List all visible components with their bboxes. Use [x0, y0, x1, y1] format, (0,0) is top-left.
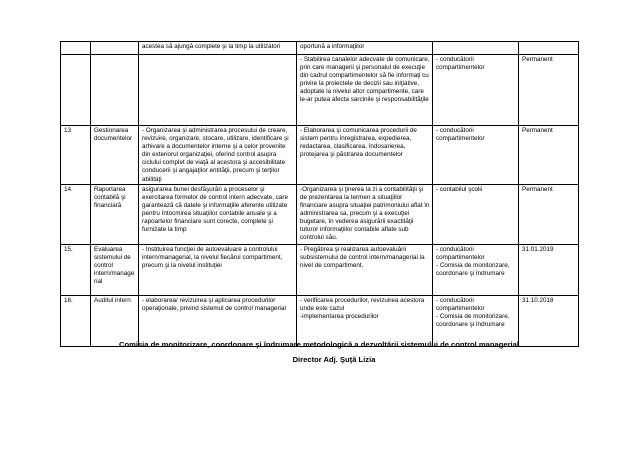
objective-cell	[139, 184, 297, 244]
objective-cell	[139, 295, 297, 346]
description-cell	[297, 55, 433, 126]
responsible-cell-line: - conducătorii compartimentelor	[436, 296, 485, 312]
responsible-cell-line: - conducătorii compartimentelor	[436, 127, 485, 143]
responsible-cell-line: - conducătorii compartimentelor	[436, 56, 485, 72]
activity-cell: Auditul intern	[91, 295, 139, 346]
committee-title: Comisia de monitorizare, coordonare şi îndrumare metodologică a dezvoltării sistemului de control managerial	[118, 340, 520, 349]
description-cell-line: oportună a informaţiilor	[300, 43, 365, 50]
table-row	[61, 55, 579, 126]
control-measures-table	[60, 41, 579, 347]
table-row	[61, 295, 579, 346]
objective-cell-line: - Instituirea funcţiei de autoevaluare a controlului intern/managerial, la nivelul fiecărui compartiment, precum şi la nivelul instituţiei	[142, 245, 283, 269]
description-cell-line: - Stabilirea canalelor adecvate de comunicare, prin care managerii şi personalul de execuţie din cadrul compartimentelor să fie informaţi cu privire la proiectele de decizii sau iniţiative, adoptate la nivelul altor compartimente, care le-ar putea afecta sarcinile şi responsabilităţile	[300, 56, 430, 104]
term-cell: 31.01.2019	[519, 244, 579, 295]
responsible-cell-line: - conducătorii compartimentelor	[436, 245, 485, 261]
signature-line: Director Adj. Şuţă Lizia	[292, 355, 376, 364]
objective-cell-line: acestea să ajungă complete şi la timp la utilizatori	[142, 43, 281, 50]
objective-cell	[139, 244, 297, 295]
table-row	[61, 42, 579, 55]
description-cell	[297, 184, 433, 244]
term-cell	[519, 42, 579, 55]
objective-cell-line: - Organizarea şi administrarea procesului de creare, revizuire, organizare, stocare, utilizare, identificare şi arhivare a documentelor interne şi a celor provenite din exteriorul organizaţiei, oferind control asupra ciclului complet de viaţă al acestora şi accesibilitate conducerii şi angajaţilor entităţii, precum şi terţilor abilitaţi	[142, 127, 289, 183]
term-cell: Permanent	[519, 126, 579, 185]
objective-cell	[139, 126, 297, 185]
description-cell-line: -Organizarea şi ţinerea la zi a contabilităţii şi de prezentarea la termen a situaţiilor financiare asupra situaţiei patrimoniului aflat în administrarea sa, precum şi a execuţiei bugetare, în vederea asigurării exactităţii tuturor informaţiilor contabile aflate sub controlul său.	[300, 185, 430, 242]
responsible-cell-line: - Comisia de monitorizare, coordonare şi îndrumare	[436, 261, 510, 277]
row-number: 14.	[61, 184, 91, 244]
activity-cell	[91, 55, 139, 126]
term-cell: Permanent	[519, 55, 579, 126]
row-number: 13	[61, 126, 91, 185]
description-cell-line: - Elaborarea şi comunicarea procedurii de sistem pentru înregistrarea, expedierea, redactarea, clasificarea, îndosarierea, protejarea şi păstrarea documentelor	[300, 127, 417, 159]
responsible-cell	[433, 244, 519, 295]
row-number: 15.	[61, 244, 91, 295]
responsible-cell	[433, 42, 519, 55]
activity-cell: Evaluarea sistemului de control intern/managerial	[91, 244, 139, 295]
objective-cell-line: asigurarea bunei desfăşurări a proceselor şi exercitarea formelor de control intern adecvate, care garantează că datele şi informaţiile aferente utilizate pentru întocmirea situaţiilor contabile anuale şi a rapoartelor financiare sunt corecte, complete şi furnizate la timp	[142, 185, 288, 234]
description-cell-line: - verificarea procedurilor, revizuirea acestora unde este cazul	[300, 296, 425, 312]
table-row	[61, 244, 579, 295]
description-cell-line: -implementarea procedurilor	[300, 312, 379, 320]
activity-cell	[91, 42, 139, 55]
term-cell: Permanent	[519, 184, 579, 244]
responsible-cell	[433, 55, 519, 126]
table-row	[61, 184, 579, 244]
objective-cell-line: - elaborarea/ revizuirea şi aplicarea procedurilor operaţionale, privind sistemul de control managerial	[142, 296, 286, 312]
description-cell	[297, 295, 433, 346]
term-cell: 31.10.2018	[519, 295, 579, 346]
row-number: 16.	[61, 295, 91, 346]
responsible-cell	[433, 295, 519, 346]
row-number	[61, 42, 91, 55]
description-cell	[297, 126, 433, 185]
table-row	[61, 126, 579, 185]
objective-cell	[139, 42, 297, 55]
description-cell	[297, 244, 433, 295]
activity-cell: Gestionarea documentelor	[91, 126, 139, 185]
responsible-cell	[433, 184, 519, 244]
description-cell	[297, 42, 433, 55]
activity-cell: Raportarea contabilă şi financiară	[91, 184, 139, 244]
objective-cell	[139, 55, 297, 126]
responsible-cell-line: - Comisia de monitorizare, coordonare şi îndrumare	[436, 312, 510, 328]
row-number	[61, 55, 91, 126]
responsible-cell-line: - contabilul şcolii	[436, 185, 483, 193]
table-body	[61, 42, 579, 347]
description-cell-line: - Pregătirea şi realizarea autoevaluării subsistemului de control intern/managerial la nivel de compartiment.	[300, 245, 425, 269]
responsible-cell	[433, 126, 519, 185]
